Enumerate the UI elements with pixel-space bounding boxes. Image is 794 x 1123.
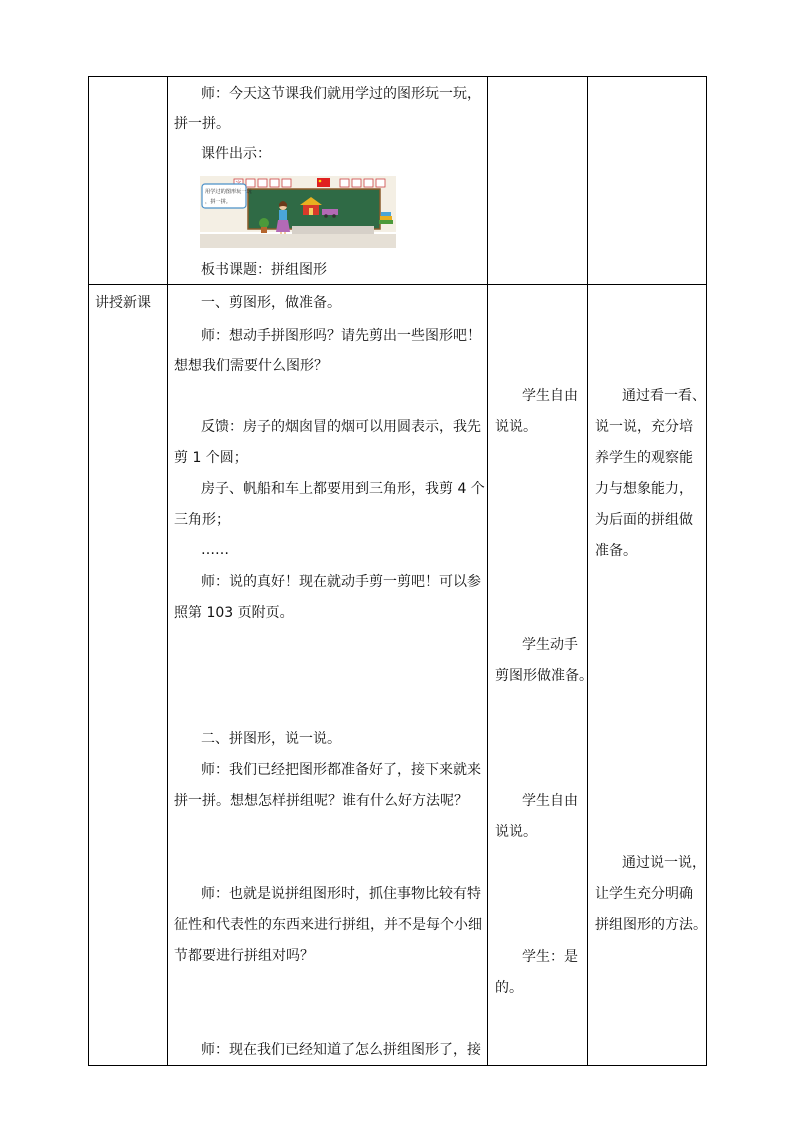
car-shape	[322, 209, 338, 215]
lesson-line: ……	[201, 542, 229, 558]
lesson-line: 一、剪图形，做准备。	[201, 295, 341, 311]
character-card	[364, 179, 373, 187]
character-card	[376, 179, 385, 187]
design-intent-line: 准备。	[595, 543, 637, 559]
lesson-line: 征性和代表性的东西来进行拼组，并不是每个小细	[174, 917, 482, 933]
student-activity-line: 学生动手	[522, 637, 578, 653]
character-card	[340, 179, 349, 187]
lesson-line: 反馈：房子的烟囱冒的烟可以用圆表示，我先	[201, 419, 481, 435]
table-bottom-border	[88, 1065, 707, 1066]
student-activity-line: 学生：是	[522, 949, 578, 965]
teacher-intro-line1: 师：今天这节课我们就用学过的图形玩一玩，	[201, 86, 481, 102]
character-card	[352, 179, 361, 187]
teacher-intro-line2: 拼一拼。	[174, 116, 230, 132]
lesson-line: 拼一拼。想想怎样拼组呢？谁有什么好方法呢？	[174, 793, 468, 809]
lesson-line: 节都要进行拼组对吗？	[174, 948, 314, 964]
house-door-shape	[309, 208, 313, 215]
student-activity-line: 说说。	[495, 824, 537, 840]
courseware-label: 课件出示：	[201, 146, 271, 162]
character-card	[258, 179, 267, 187]
design-intent-line: 拼组图形的方法。	[595, 917, 707, 933]
student-activity-line: 学生自由	[522, 793, 578, 809]
design-intent-line: 养学生的观察能	[595, 450, 693, 466]
design-intent-line: 通过说一说，	[622, 855, 706, 871]
character-card	[270, 179, 279, 187]
column-divider-2	[487, 76, 488, 1066]
lesson-line: 照第 103 页附页。	[174, 605, 294, 621]
lesson-line: 师：想动手拼图形吗？请先剪出一些图形吧！	[201, 328, 481, 344]
design-intent-line: 说一说，充分培	[595, 419, 693, 435]
design-intent-line: 通过看一看、	[622, 388, 706, 404]
table-left-border	[88, 76, 89, 1066]
lesson-line: 二、拼图形，说一说。	[201, 731, 341, 747]
lesson-line: 三角形；	[174, 512, 230, 528]
character-card	[282, 179, 291, 187]
lesson-line: 师：也就是说拼组图形时，抓住事物比较有特	[201, 886, 481, 902]
lesson-line: 剪 1 个圆；	[174, 450, 248, 466]
podium	[292, 226, 374, 235]
lesson-line: 想想我们需要什么图形？	[174, 358, 328, 374]
design-intent-line: 力与想象能力，	[595, 481, 693, 497]
design-intent-line: 让学生充分明确	[595, 886, 693, 902]
lesson-line: 师：现在我们已经知道了怎么拼组图形了，接	[201, 1042, 481, 1058]
board-title-caption: 板书课题：拼组图形	[201, 262, 327, 278]
student-activity-line: 学生自由	[522, 388, 578, 404]
courseware-illustration	[200, 176, 396, 248]
design-intent-line: 为后面的拼组做	[595, 512, 693, 528]
lesson-line: 师：说的真好！现在就动手剪一剪吧！可以参	[201, 574, 481, 590]
flag-icon	[317, 178, 330, 187]
table-top-border	[88, 76, 707, 77]
student-activity-line: 的。	[495, 980, 523, 996]
svg-text:用学过的图形玩一玩: 用学过的图形玩一玩	[205, 189, 252, 195]
lesson-line: 房子、帆船和车上都要用到三角形，我剪 4 个	[201, 481, 485, 497]
books-icon	[379, 220, 393, 224]
plant-icon	[259, 218, 269, 228]
column-divider-3	[587, 76, 588, 1066]
student-activity-line: 剪图形做准备。	[495, 668, 593, 684]
lesson-line: 师：我们已经把图形都准备好了，接下来就来	[201, 762, 481, 778]
column-divider-1	[167, 76, 168, 1066]
row-divider	[88, 284, 707, 285]
student-activity-line: 说说。	[495, 419, 537, 435]
character-card	[246, 179, 255, 187]
section-label: 讲授新课	[95, 295, 151, 311]
svg-text:，拼一拼。: ，拼一拼。	[205, 199, 231, 205]
